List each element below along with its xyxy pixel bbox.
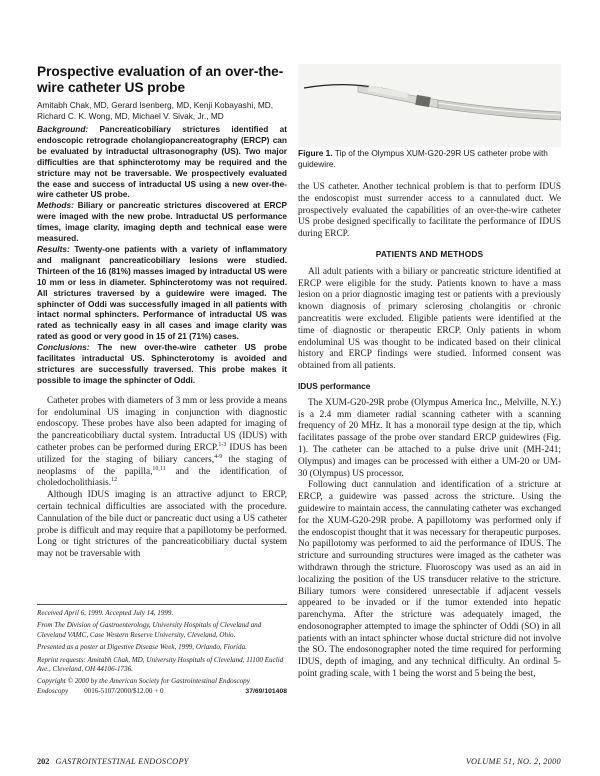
right-column: [298, 64, 561, 754]
abstract-results-text: Twenty-one patients with a variety of inflammatory and malignant pancreaticobiliary lesions were studied. Thirteen of the 16 (81%) masses imaged by intraductal US were 10 mm or less in diameter. Sphincterotomy was not required. All strictures traversed by a guidewire were imaged. The sphincter of Oddi was successfully imaged in all patients with intact normal sphincters. Performance of intraductal US was rated as technically easy in all cases and image clarity was rated as good or very good in 15 of 21 (71%) cases.: [37, 243, 287, 342]
abstract-methods-text: Biliary or pancreatic strictures discovered at ERCP were imaged with the new probe. Intraductal US performance times, image clarity, imaging depth and technical ease were measured.: [37, 200, 287, 244]
left-column: [37, 64, 287, 561]
intro-text-1c: the staging of neoplasms of the papilla,: [37, 454, 287, 477]
citation-ref: 10,11: [152, 465, 166, 472]
volume-info: VOLUME 51, NO. 2, 2000: [465, 757, 561, 766]
figure-caption-text: Tip of the Olympus XUM-G20-29R US catheter probe with guidewire.: [298, 148, 548, 169]
abstract-results: [37, 244, 287, 342]
footnotes: [37, 604, 287, 696]
section-heading-methods: PATIENTS AND METHODS: [375, 248, 484, 259]
issn-code: 0016-5107/2000/$12.00 + 0: [84, 686, 164, 695]
abstract-methods: [37, 200, 287, 244]
page-footer: [37, 757, 561, 766]
journal-name: GASTROINTESTINAL ENDOSCOPY: [55, 757, 189, 766]
methods-paragraph-1: All adult patients with a biliary or pancreatic stricture identified at ERCP were eligible for the study. Patients known to have a mass lesion on a prior diagnostic imaging test or patients with a previously known diagnosis of primary sclerosing cholangitis or chronic pancreatitis were excluded. Eligible patients were identified at the time of diagnostic or therapeutic ERCP. Only patients in whom endoluminal US was thought to be indicated based on their clinical history and ERCP findings were studied. Informed consent was obtained from all patients.: [298, 266, 561, 372]
footnote-copyright: [37, 677, 287, 686]
abstract-conclusions: [37, 342, 287, 386]
article-title: Prospective evaluation of an over-the-wire catheter US probe: [37, 64, 284, 95]
footnote-codes: [37, 687, 287, 696]
journal-code: Endoscopy 0016-5107/2000/$12.00 + 0: [37, 686, 164, 695]
abstract-background-text: Pancreaticobiliary strictures identified at endoscopic retrograde cholangiopancreatography (ERCP) can be evaluated by intraductal ultrasonography (US). Two major difficulties are that sphincterotomy may be required and the stricture may not be traversable. We prospectively evaluated the ease and success of intraductal US using a new over-the-wire catheter US probe.: [37, 124, 287, 200]
intro-text-1d: and the identification of choledocholithiasis.: [37, 466, 288, 489]
methods-paragraph-3: Following duct cannulation and identification of a stricture at ERCP, a guidewire was passed across the stricture. Using the guidewire to maintain access, the cannulating catheter was exchanged for the XUM-G20-29R probe. A papillotomy was performed only if the endoscopist thought that it was necessary for therapeutic purposes. No papillotomy was performed to aid the performance of IDUS. The stricture and surrounding structures were imaged as the catheter was withdrawn through the stricture. Fluoroscopy was used as an aid in localizing the position of the US transducer relative to the stricture. Biliary tumors were considered unresectable if adjacent vessels appeared to be invaded or if the tumor extended into hepatic parenchyma. After the stricture was adequately imaged, the endosonographer attempted to image the sphincter of Oddi (SO) in all patients with an intact sphincter whose ductal stricture did not involve the SO. The endosonographer noted the time required for performing IDUS, depth of imaging, and any technical difficulty. An ordinal 5-point grading scale, with 1 being the worst and 5 being the best,: [298, 480, 561, 680]
author-list: Amitabh Chak, MD, Gerard Isenberg, MD, Kenji Kobayashi, MD, Richard C. K. Wong, MD, Michael V. Sivak, Jr., MD: [37, 100, 274, 121]
footnote-divider: [37, 604, 287, 605]
footnote-affiliation: From The Division of Gastroenterology, University Hospitals of Cleveland and Cleveland VAMC, Case Western Reserve University, Cleveland, Ohio.: [37, 621, 262, 639]
abstract-conclusions-text: The new over-the-wire catheter US probe facilitates intraductal US. Sphincterotomy is avoided and strictures are successfully traversed. This probe makes it possible to image the sphincter of Oddi.: [37, 342, 287, 385]
article-code: 37/69/101408: [245, 687, 287, 695]
footnote-presented: Presented as a poster at Digestive Disease Week, 1999, Orlando, Florida.: [37, 643, 247, 652]
introduction: [37, 396, 287, 561]
abstract: [37, 124, 287, 386]
abstract-background-label: Background:: [37, 124, 89, 134]
abstract-conclusions-label: Conclusions:: [37, 342, 90, 353]
intro-paragraph-3: the US catheter. Another technical problem is that to perform IDUS the endoscopist must surrender access to a cannulated duct. We prospectively evaluated the capabilities of an over-the-wire catheter US probe designed specifically to facilitate the performance of IDUS during ERCP.: [298, 182, 561, 240]
citation-ref: 1-3: [218, 441, 227, 448]
copyright-text: Copyright © 2000 by the American Society for Gastrointestinal Endoscopy: [37, 677, 250, 686]
footnote-reprint: Reprint requests: Amitabh Chak, MD, University Hospitals of Cleveland, 11100 Euclid Ave., Cleveland, OH 44106-1736.: [37, 655, 284, 674]
abstract-methods-label: Methods:: [37, 200, 74, 211]
citation-ref: 12: [111, 477, 118, 484]
right-body: [298, 182, 561, 681]
abstract-results-label: Results:: [37, 243, 70, 254]
footnote-received: Received April 6, 1999. Accepted July 14, 1999.: [37, 609, 174, 617]
intro-text-1a: Catheter probes with diameters of 3 mm or less provide a means for endoluminal US imaging in conjunction with diagnostic endoscopy. These probes have also been adapted for imaging of the pancreaticobiliary ductal system. Intraductal US (IDUS) with catheter probes can be performed during ERCP.: [37, 395, 287, 453]
subheading-idus-performance: IDUS performance: [298, 380, 371, 391]
page-number: 202: [37, 757, 50, 766]
citation-ref: 4-9: [214, 453, 223, 460]
footer-left: [37, 757, 189, 766]
abstract-background: [37, 124, 287, 200]
intro-paragraph-2: Although IDUS imaging is an attractive adjunct to ERCP, certain technical difficulties are associated with the procedure. Cannulation of the bile duct or pancreatic duct using a US catheter probe is difficult and may require that a papillotomy be performed. Long or tight strictures of the pancreaticobiliary ductal system may not be traversable with: [37, 490, 287, 560]
intro-paragraph-1: [37, 396, 287, 490]
methods-paragraph-2: The XUM-G20-29R probe (Olympus America Inc., Melville, N.Y.) is a 2.4 mm diameter radial scanning catheter with a scanning frequency of 20 MHz. It has a monorail type design at the tip, which facilitates passage of the probe over standard ERCP guidewires (Fig. 1). The catheter can be attached to a pulse drive unit (MH-241; Olympus) and images can be processed with either a UM-20 or UM-30 (Olympus) US processor.: [298, 397, 561, 479]
intro-text-1b: IDUS has been utilized for the staging of biliary cancers,: [37, 442, 287, 465]
figure-label: Figure 1.: [298, 148, 333, 158]
